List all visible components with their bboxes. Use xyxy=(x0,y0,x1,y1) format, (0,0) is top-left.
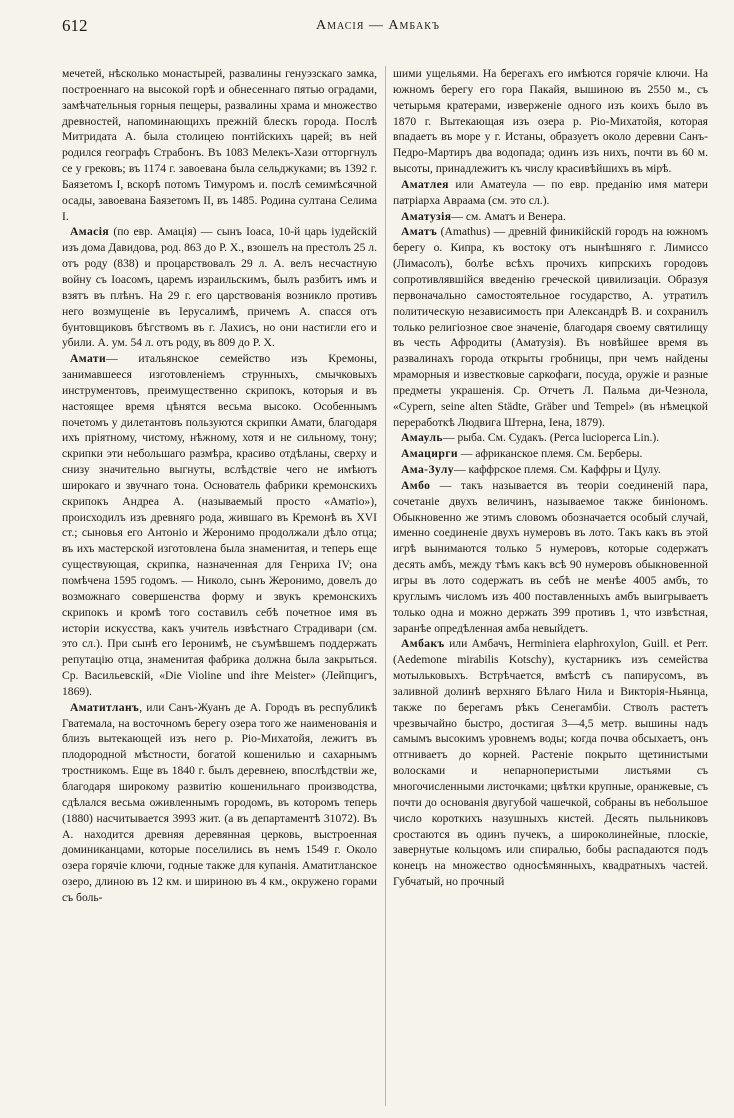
entry-headword: Амбакъ xyxy=(401,637,445,651)
entry-headword: Аматлея xyxy=(401,177,449,191)
entry xyxy=(393,478,708,636)
entry-text: (по евр. Амація) — сынъ Іоаса, 10-й царь іудейскій изъ дома Давидова, род. 863 до Р. Х., взошелъ на престолъ 25 л. отъ роду (838) и процарствовалъ 29 л. А. велъ несчастную войну съ Іоасомъ, царемъ израильскимъ, былъ разбитъ имъ и взятъ въ плѣнъ. На 29 г. его царствованія возникло противъ него возмущеніе въ Іерусалимѣ, причемъ А. спасся отъ бунтовщиковъ бѣгствомъ въ г. Лахисъ, но они настигли его и убили. А. ум. 54 л. отъ роду, въ 809 до Р. Х. xyxy=(62,225,377,350)
entry xyxy=(393,66,708,177)
entry xyxy=(62,224,377,351)
page-number: 612 xyxy=(62,16,88,35)
entry-headword: Амацирги xyxy=(401,447,458,461)
entry-headword: Аматузія xyxy=(401,209,452,223)
entry-text: — итальянское семейство изъ Кремоны, занимавшееся изготовленіемъ струнныхъ, смычковыхъ инструментовъ, преимущественно скрипокъ, которыя и въ настоящее время цѣнятся весьма высоко. Особеннымъ почетомъ у дилетантовъ пользуются скрипки Амати, благодаря ихъ пріятному, чистому, нѣжному, хотя и не сильному, тону; скрипки эти небольшаго размѣра, красиво отдѣланы, сверху и снизу значительно выгнуты, вслѣдствіе чего не имѣютъ широкаго и звучнаго тона. Основатель фабрики кремонскихъ скрипокъ Андреа А. (называемый просто «Аматіо»), происходилъ изъ древняго рода, жившаго въ Кремонѣ въ XVI ст.; сыновья его Антоніо и Жеронимо продолжали дѣло отца; въ ихъ мастерской изготовлена была знаменитая, и теперь еще существующая, скрипка, назначенная для Генриха IV; она помѣчена 1595 годомъ. — Николо, сынъ Жеронимо, довелъ до возможнаго совершенства форму и звукъ кремонскихъ скрипокъ и кромѣ того составилъ себѣ почетное имя въ исторіи искусства, какъ учитель извѣстнаго Страдивари (см. это сл.). При сынѣ его Іеронимѣ, не съумѣвшемъ поддержать репутацію отца, знаменитая фабрика должна была закрыться. Ср. Васильевскій, «Die Violine und ihre Meister» (Лейпцигъ, 1869). xyxy=(62,352,377,698)
entry-text: — такъ называется въ теоріи соединеній пара, сочетаніе двухъ величинъ, называемое также биніономъ. Обыкновенно же этимъ словомъ обозначается особый случай, именно соединеніе двухъ нумеровъ въ лото. Такъ какъ въ этой игрѣ вынимаются только 5 нумеровъ, которые содержатъ десять амбъ, между тѣмъ какъ всѣ 90 нумеровъ обыкновенной игры въ лото содержатъ въ себѣ не менѣе 4005 амбъ, то круглымъ числомъ изъ 400 поставленныхъ амбъ выигрываетъ только одна и можно держать 399 противъ 1, что извѣстная, заранѣе опредѣленная амба невыйдетъ. xyxy=(393,478,708,635)
entry xyxy=(62,66,377,224)
entry xyxy=(393,430,708,446)
entry: Аматитланъ, или Санъ-Жуанъ де А. Городъ въ республикѣ Гватемала, на восточномъ берегу озера того же наименованія и близъ вытекающей изъ него р. Ріо-Михатойя, лежитъ въ плодородной мѣстности, богатой кошенилью и сахарнымъ тростникомъ. Еще въ 1840 г. былъ деревнею, впослѣдствіи же, благодаря широкому развитію кошенильнаго производства, сдѣлался весьма оживленнымъ городомъ, въ которомъ теперь (1880) насчитывается 3993 жит. (а въ департаментѣ 31072). Въ А. находится древняя деревянная церковь, выстроенная доминиканцами, которые поселились въ немъ 1549 г. Около озера горячіе ключи, годные также для купанія. Аматитланское озеро, длиною въ 12 км. и шириною въ 4 км., окружено горами съ боль- xyxy=(62,700,377,904)
column-divider xyxy=(385,66,386,1106)
entry xyxy=(62,351,377,700)
entry-text: шими ущельями. На берегахъ его имѣются горячіе ключи. На южномъ берегу его гора Пакайя, вышиною въ 2550 м., съ четырьмя кратерами, изверженіе одного изъ коихъ было въ 1870 г. Вытекающая изъ озера р. Ріо-Михатойя, которая впадаетъ въ море у г. Истаны, образуетъ около деревни Санъ-Педро-Мартиръ два водопада; одинъ изъ нихъ, почти въ 60 м. высоты, принадлежитъ къ числу красивѣйшихъ въ мірѣ. xyxy=(393,67,708,176)
entry xyxy=(393,446,708,462)
entry-headword: Амбо xyxy=(401,478,431,492)
entry-text: — африканское племя. См. Берберы. xyxy=(460,447,643,461)
entry-text: или Аматеула — по евр. преданію имя матери патріарха Авраама (см. это сл.). xyxy=(393,177,708,207)
running-head: Амасія — Амбакъ xyxy=(316,18,440,33)
entry-headword: Аматъ xyxy=(401,225,438,239)
entry-text: (Amathus) — древній финикійскій городъ на южномъ берегу о. Кипра, къ востоку отъ нынѣшняго г. Лимиссо (Лимасолъ), болѣе всѣхъ прочихъ кипрскихъ городовъ сопротивлявшійся введенію греческой цивилизаціи. Образуя первоначально самостоятельное государство, А. утратилъ политическую независимость при Александрѣ В. и сохранилъ только религіозное свое значеніе, благодаря своему святилищу въ честь Афродиты (Аматузія). Въ новѣйшее время въ развалинахъ города открыты гробницы, при чемъ найдены мраморныя и известковые саркофаги, посуда, оружіе и разные предметы украшенія. Ср. Отчетъ Л. Пальма ди-Чезнола, «Cypern, seine alten Städte, Gräber und Tempel» (въ нѣмецкой переработкѣ Людвига Штерна, Іена, 1879). xyxy=(393,225,708,429)
entry xyxy=(393,224,708,430)
entry xyxy=(393,177,708,209)
right-column xyxy=(393,66,708,1106)
entry-headword: Аматитланъ xyxy=(70,700,140,714)
entry-text: или Санъ-Жуанъ де А. Городъ въ республикѣ Гватемала, на восточномъ берегу озера того же наименованія и близъ вытекающей изъ него р. Ріо-Михатойя, лежитъ въ плодородной мѣстности, богатой кошенилью и сахарнымъ тростникомъ. Еще въ 1840 г. былъ деревнею, впослѣдствіи же, благодаря широкому развитію кошенильнаго производства, сдѣлался весьма оживленнымъ городомъ, въ которомъ теперь (1880) насчитывается 3993 жит. (а въ департаментѣ 31072). Въ А. находится древняя деревянная церковь, выстроенная доминиканцами, которые поселились въ немъ 1549 г. Около озера горячіе ключи, годные также для купанія. Аматитланское озеро, длиною въ 12 км. и шириною въ 4 км., окружено горами съ боль- xyxy=(62,700,377,904)
entry-headword: Амасія xyxy=(70,225,110,239)
entry xyxy=(393,462,708,478)
entry-text: — рыба. См. Судакъ. (Perca lucioperca Lin.). xyxy=(442,431,660,445)
entry xyxy=(393,209,708,225)
entry-text: мечетей, нѣсколько монастырей, развалины генуэзскаго замка, построеннаго на высокой горѣ и обнесеннаго пятью оградами, замѣчательныя горныя пещеры, развалины храма и множество древностей, напоминающихъ прежній блескъ города. Послѣ Митридата А. была столицею понтійскихъ царей; въ ней родился географъ Страбонъ. Въ 1083 Мелекъ-Хази отторгнулъ се у грековъ; въ 1174 г. завоевана была сельджуками; въ 1392 г. Баязетомъ I, вскорѣ потомъ Тимуромъ и. послѣ семимѣсячной осады, завоевана Баязетомъ II, въ 1485. Родина султана Селима I. xyxy=(62,67,377,223)
entry-text: — каффрское племя. См. Каффры и Цулу. xyxy=(453,463,661,477)
page-header xyxy=(62,16,694,40)
entry-text: или Амбачъ, Herminiera elaphroxylon, Guill. et Perr. (Aedemone mirabilis Kotschy), кустарникъ изъ семейства мотыльковыхъ. Встрѣчается, вмѣстѣ съ папирусомъ, въ заливной долинѣ верхняго Бѣлаго Нила и Викторія-Ньянца, также по берегамъ рѣкъ Сенегамбіи. Стволъ растетъ чрезвычайно быстро, достигая 3—4,5 метр. вышины надъ самымъ высокимъ уровнемъ воды; когда почва обсыхаетъ, онъ отгниваетъ до корней. Растеніе покрыто щетинистыми волосками и непарноперистыми листьями съ многочисленными листочками; цвѣтки крупные, оранжевые, съ почти до основанія двугубой чашечкой, собраны въ небольшое число короткихъ назушныхъ кистей. Десять пыльниковъ сростаются въ одинъ пучекъ, а широколинейные, плоскіе, завернутые кольцомъ или спиралью, бобы распадаются подъ конецъ на множество односѣмянныхъ, квадратныхъ частей. Губчатый, но прочный xyxy=(393,637,708,889)
left-column xyxy=(62,66,377,1106)
text-columns xyxy=(62,66,708,1106)
entry-text: — см. Аматъ и Венера. xyxy=(451,209,566,223)
entry-headword: Амауль xyxy=(401,431,443,445)
entry-headword: Ама-Зулу xyxy=(401,463,454,477)
entry xyxy=(393,636,708,890)
entry-headword: Амати xyxy=(70,352,107,366)
